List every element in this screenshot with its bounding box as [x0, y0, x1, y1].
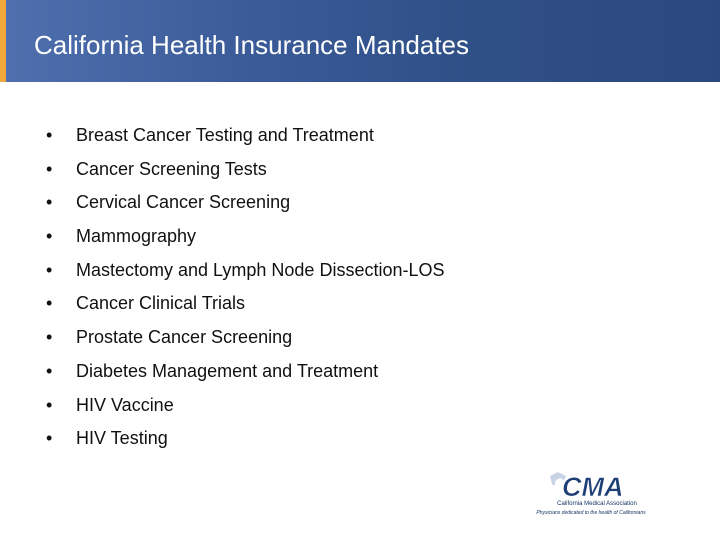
bullet-item	[46, 157, 445, 191]
cma-logo-icon	[538, 470, 644, 500]
bullet-icon: •	[46, 125, 53, 145]
bullet-item	[46, 224, 445, 258]
slide-title: California Health Insurance Mandates	[34, 30, 470, 60]
title-accent-strip	[0, 0, 6, 82]
bullet-text: Prostate Cancer Screening	[76, 327, 293, 348]
bullet-text: Diabetes Management and Treatment	[76, 360, 379, 381]
cma-logo	[528, 470, 654, 520]
bullet-text: Cancer Screening Tests	[76, 158, 267, 179]
bullet-text: Mammography	[76, 226, 197, 247]
bullet-item	[46, 426, 445, 460]
bullet-item	[46, 190, 445, 224]
bullet-icon: •	[46, 259, 53, 280]
bullet-item	[46, 123, 445, 157]
bullet-icon: •	[46, 226, 53, 247]
bullet-item	[46, 359, 445, 393]
bullet-text: HIV Vaccine	[76, 394, 174, 415]
bullet-text: Mastectomy and Lymph Node Dissection-LOS	[76, 259, 445, 280]
bullet-list	[46, 123, 445, 460]
bullet-text: Cancer Clinical Trials	[76, 293, 246, 314]
cma-logo-tagline: Physicians dedicated to the health of Californians	[536, 510, 646, 516]
bullet-text: Breast Cancer Testing and Treatment	[76, 125, 374, 145]
bullet-item	[46, 291, 445, 325]
bullet-icon: •	[46, 192, 53, 213]
bullet-text: Cervical Cancer Screening	[76, 192, 291, 213]
cma-logo-name: California Medical Association	[557, 501, 637, 507]
bullet-icon: •	[46, 428, 53, 449]
bullet-icon: •	[46, 360, 53, 381]
bullet-item	[46, 258, 445, 292]
bullet-item	[46, 393, 445, 427]
title-bar	[0, 0, 720, 82]
bullet-icon: •	[46, 394, 53, 415]
bullet-text: HIV Testing	[76, 428, 168, 449]
bullet-item	[46, 325, 445, 359]
bullet-icon: •	[46, 327, 53, 348]
bullet-icon: •	[46, 293, 53, 314]
bullet-icon: •	[46, 158, 53, 179]
cma-logo-mark: CMA	[562, 472, 624, 500]
